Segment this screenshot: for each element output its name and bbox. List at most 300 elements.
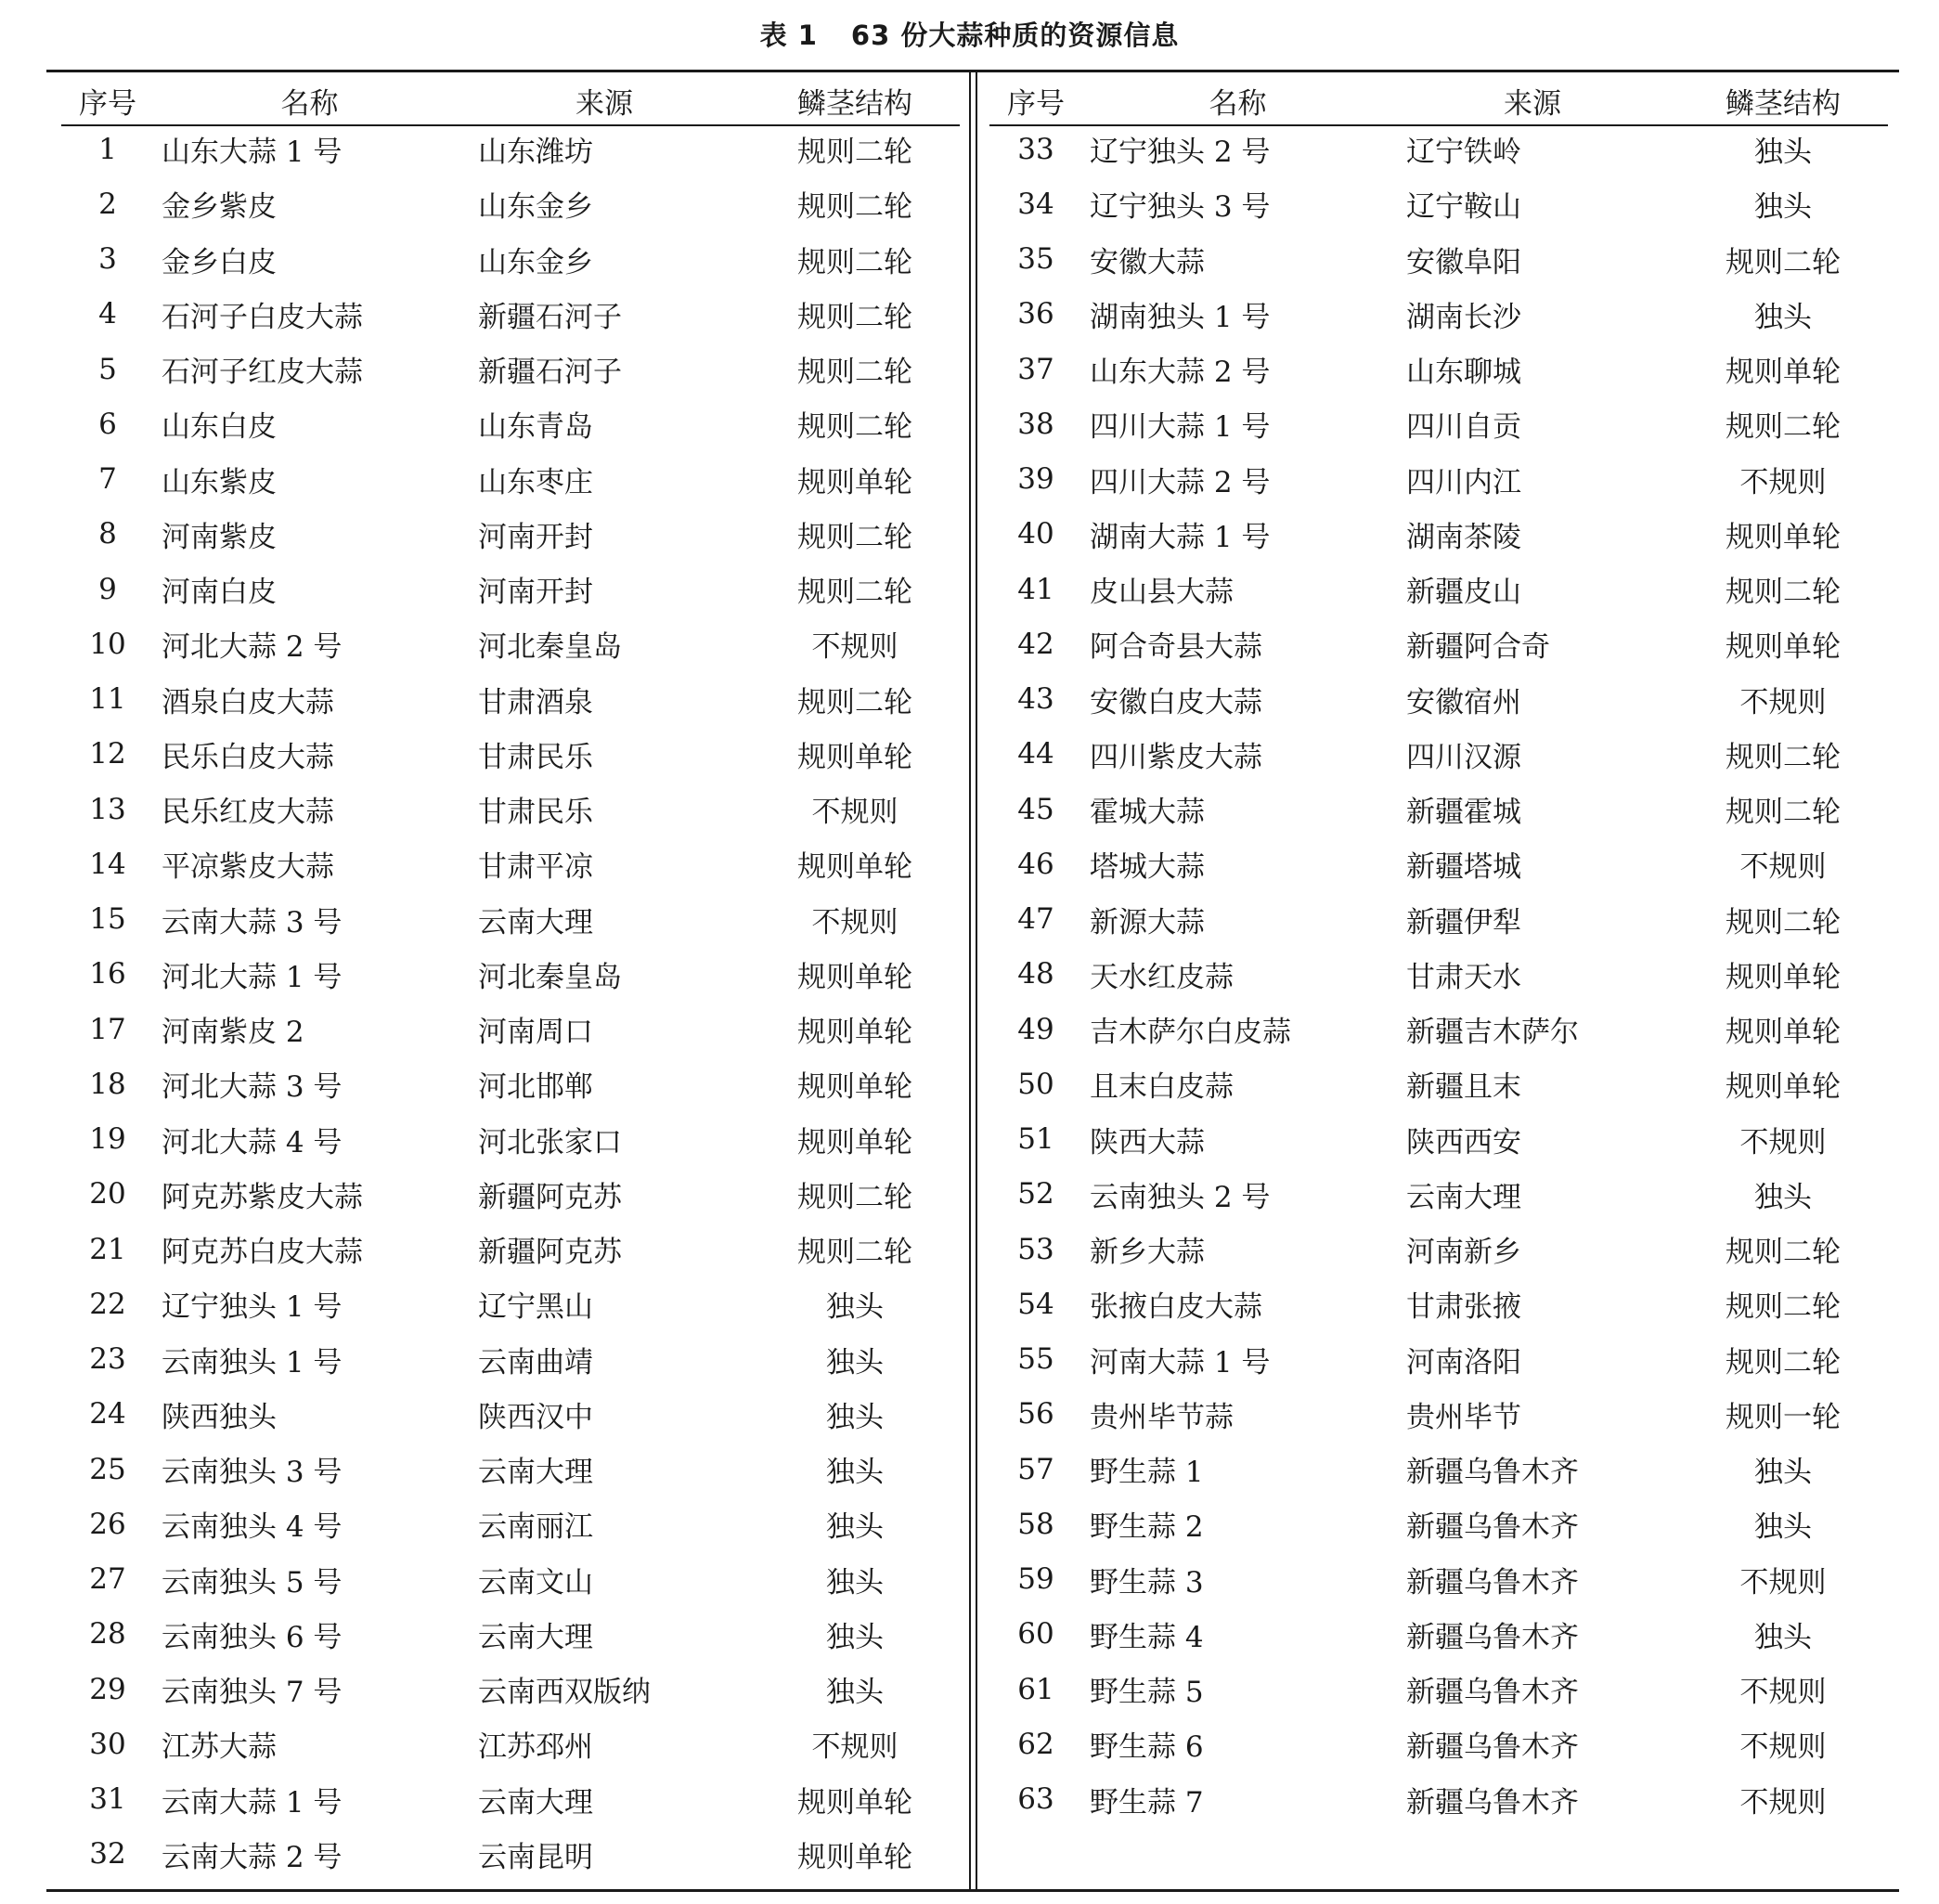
cell-index: 6 xyxy=(98,407,117,441)
table-row xyxy=(989,287,1894,342)
cell-index: 1 xyxy=(98,132,117,166)
cell-source: 云南丽江 xyxy=(478,1510,593,1545)
cell-bulb-structure: 规则单轮 xyxy=(797,1840,912,1874)
header-row xyxy=(989,80,1894,122)
cell-source: 云南昆明 xyxy=(478,1840,593,1874)
bottom-rule xyxy=(46,1889,1899,1892)
cell-name: 野生蒜 3 xyxy=(1090,1565,1204,1600)
cell-bulb-structure: 规则单轮 xyxy=(797,850,912,885)
cell-name: 陕西独头 xyxy=(162,1400,277,1434)
cell-bulb-structure: 独头 xyxy=(826,1565,884,1600)
cell-index: 29 xyxy=(89,1672,126,1706)
cell-index: 26 xyxy=(89,1507,126,1541)
cell-index: 20 xyxy=(89,1177,126,1211)
cell-name: 四川紫皮大蒜 xyxy=(1090,740,1262,774)
cell-bulb-structure: 规则二轮 xyxy=(797,1236,912,1270)
cell-bulb-structure: 规则二轮 xyxy=(797,136,912,170)
table-row xyxy=(989,1222,1894,1276)
header-source: 来源 xyxy=(1504,87,1561,121)
cell-bulb-structure: 规则二轮 xyxy=(797,520,912,554)
cell-name: 野生蒜 6 xyxy=(1090,1730,1204,1765)
table-left-half xyxy=(61,80,966,1882)
cell-bulb-structure: 独头 xyxy=(1754,300,1812,334)
cell-name: 吉木萨尔白皮蒜 xyxy=(1090,1016,1291,1050)
cell-name: 张掖白皮大蒜 xyxy=(1090,1290,1262,1325)
cell-source: 江苏邳州 xyxy=(478,1730,593,1765)
table-row xyxy=(61,892,966,947)
cell-name: 金乡紫皮 xyxy=(162,190,277,225)
cell-source: 云南大理 xyxy=(478,1620,593,1654)
cell-bulb-structure: 规则单轮 xyxy=(797,740,912,774)
data-table-right xyxy=(989,80,1894,1827)
cell-bulb-structure: 规则单轮 xyxy=(797,1125,912,1159)
cell-index: 22 xyxy=(89,1287,126,1321)
cell-source: 新疆且末 xyxy=(1406,1070,1521,1105)
cell-index: 34 xyxy=(1017,187,1054,221)
cell-index: 54 xyxy=(1017,1287,1054,1321)
cell-bulb-structure: 独头 xyxy=(826,1345,884,1379)
cell-index: 50 xyxy=(1017,1067,1054,1101)
cell-source: 新疆乌鲁木齐 xyxy=(1406,1730,1579,1765)
cell-source: 安徽阜阳 xyxy=(1406,245,1521,279)
header-bulb-structure: 鳞茎结构 xyxy=(1726,87,1841,121)
cell-index: 38 xyxy=(1017,407,1054,441)
cell-source: 山东潍坊 xyxy=(478,136,593,170)
table-row xyxy=(61,396,966,451)
cell-source: 河南开封 xyxy=(478,576,593,610)
cell-index: 2 xyxy=(98,187,117,221)
table-row xyxy=(989,1607,1894,1662)
cell-index: 63 xyxy=(1017,1782,1054,1817)
cell-name: 阿克苏白皮大蒜 xyxy=(162,1236,363,1270)
cell-bulb-structure: 规则单轮 xyxy=(797,1016,912,1050)
cell-source: 新疆阿克苏 xyxy=(478,1236,622,1270)
cell-index: 61 xyxy=(1017,1672,1054,1706)
cell-index: 30 xyxy=(89,1727,126,1761)
cell-bulb-structure: 独头 xyxy=(1754,1180,1812,1214)
table-row xyxy=(989,892,1894,947)
cell-name: 霍城大蒜 xyxy=(1090,796,1205,830)
table-row xyxy=(989,616,1894,671)
cell-bulb-structure: 不规则 xyxy=(1739,1565,1827,1600)
cell-name: 辽宁独头 2 号 xyxy=(1090,136,1271,170)
table-row xyxy=(989,947,1894,1002)
cell-name: 且末白皮蒜 xyxy=(1090,1070,1234,1105)
cell-name: 石河子红皮大蒜 xyxy=(162,356,363,390)
cell-source: 河北秦皇岛 xyxy=(478,630,622,665)
cell-bulb-structure: 独头 xyxy=(826,1400,884,1434)
cell-bulb-structure: 规则二轮 xyxy=(1726,576,1841,610)
cell-index: 15 xyxy=(89,902,126,937)
header-rule-left xyxy=(61,124,960,126)
cell-name: 野生蒜 4 xyxy=(1090,1620,1204,1654)
table-row xyxy=(61,1222,966,1276)
cell-source: 甘肃平凉 xyxy=(478,850,593,885)
cell-source: 云南大理 xyxy=(1406,1180,1521,1214)
cell-bulb-structure: 规则二轮 xyxy=(1726,796,1841,830)
cell-name: 辽宁独头 3 号 xyxy=(1090,190,1271,225)
cell-index: 49 xyxy=(1017,1012,1054,1046)
cell-source: 山东青岛 xyxy=(478,410,593,445)
table-row xyxy=(61,342,966,396)
cell-name: 湖南独头 1 号 xyxy=(1090,300,1271,334)
table-row xyxy=(61,562,966,616)
cell-index: 55 xyxy=(1017,1342,1054,1377)
cell-name: 云南独头 5 号 xyxy=(162,1565,343,1600)
table-row xyxy=(61,1112,966,1167)
cell-bulb-structure: 独头 xyxy=(1754,1456,1812,1490)
cell-source: 河南开封 xyxy=(478,520,593,554)
table-row xyxy=(61,287,966,342)
header-name: 名称 xyxy=(1209,87,1267,121)
table-row xyxy=(989,1167,1894,1222)
cell-index: 62 xyxy=(1017,1727,1054,1761)
table-row xyxy=(61,672,966,727)
table-row xyxy=(989,1112,1894,1167)
cell-index: 3 xyxy=(98,242,117,277)
cell-source: 新疆伊犁 xyxy=(1406,905,1521,939)
cell-source: 辽宁鞍山 xyxy=(1406,190,1521,225)
cell-name: 河北大蒜 2 号 xyxy=(162,630,343,665)
cell-bulb-structure: 独头 xyxy=(826,1676,884,1710)
cell-index: 16 xyxy=(89,957,126,991)
cell-name: 平凉紫皮大蒜 xyxy=(162,850,334,885)
table-row xyxy=(61,176,966,231)
table-row xyxy=(61,1772,966,1827)
cell-bulb-structure: 不规则 xyxy=(1739,1676,1827,1710)
table-right-half xyxy=(989,80,1894,1827)
cell-name: 云南独头 3 号 xyxy=(162,1456,343,1490)
cell-bulb-structure: 规则单轮 xyxy=(1726,356,1841,390)
cell-source: 河北秦皇岛 xyxy=(478,960,622,994)
table-row xyxy=(989,342,1894,396)
cell-index: 14 xyxy=(89,847,126,881)
cell-index: 58 xyxy=(1017,1507,1054,1541)
table-row xyxy=(989,1332,1894,1387)
cell-index: 42 xyxy=(1017,627,1054,661)
cell-bulb-structure: 规则单轮 xyxy=(797,1785,912,1820)
cell-index: 31 xyxy=(89,1782,126,1817)
table-row xyxy=(989,1772,1894,1827)
cell-source: 陕西西安 xyxy=(1406,1125,1521,1159)
cell-index: 41 xyxy=(1017,572,1054,606)
cell-index: 37 xyxy=(1017,352,1054,386)
cell-name: 新源大蒜 xyxy=(1090,905,1205,939)
cell-index: 39 xyxy=(1017,462,1054,497)
cell-name: 野生蒜 5 xyxy=(1090,1676,1204,1710)
cell-source: 新疆吉木萨尔 xyxy=(1406,1016,1579,1050)
table-row xyxy=(989,507,1894,562)
cell-source: 新疆石河子 xyxy=(478,356,622,390)
cell-bulb-structure: 规则单轮 xyxy=(1726,960,1841,994)
table-row xyxy=(61,1056,966,1111)
cell-bulb-structure: 不规则 xyxy=(1739,465,1827,499)
cell-bulb-structure: 规则单轮 xyxy=(1726,520,1841,554)
table-row xyxy=(61,1827,966,1882)
cell-bulb-structure: 规则二轮 xyxy=(1726,245,1841,279)
table-row xyxy=(989,1387,1894,1442)
header-index: 序号 xyxy=(79,87,136,121)
cell-name: 安徽大蒜 xyxy=(1090,245,1205,279)
cell-name: 金乡白皮 xyxy=(162,245,277,279)
cell-index: 28 xyxy=(89,1617,126,1651)
table-caption-number: 表 1 xyxy=(759,19,818,51)
cell-source: 新疆乌鲁木齐 xyxy=(1406,1620,1579,1654)
cell-bulb-structure: 规则二轮 xyxy=(1726,1290,1841,1325)
cell-source: 新疆乌鲁木齐 xyxy=(1406,1456,1579,1490)
cell-name: 野生蒜 7 xyxy=(1090,1785,1204,1820)
cell-index: 19 xyxy=(89,1122,126,1157)
cell-name: 湖南大蒜 1 号 xyxy=(1090,520,1271,554)
table-row xyxy=(61,836,966,891)
cell-bulb-structure: 独头 xyxy=(1754,190,1812,225)
header-bulb-structure: 鳞茎结构 xyxy=(797,87,912,121)
cell-index: 12 xyxy=(89,737,126,771)
cell-bulb-structure: 不规则 xyxy=(1739,850,1827,885)
cell-source: 甘肃张掖 xyxy=(1406,1290,1521,1325)
cell-name: 河南紫皮 2 xyxy=(162,1016,304,1050)
cell-index: 27 xyxy=(89,1562,126,1597)
cell-index: 35 xyxy=(1017,242,1054,277)
cell-name: 河南白皮 xyxy=(162,576,277,610)
table-row xyxy=(61,947,966,1002)
cell-source: 云南大理 xyxy=(478,1456,593,1490)
cell-index: 56 xyxy=(1017,1397,1054,1431)
cell-name: 贵州毕节蒜 xyxy=(1090,1400,1234,1434)
cell-name: 民乐白皮大蒜 xyxy=(162,740,334,774)
cell-bulb-structure: 独头 xyxy=(1754,136,1812,170)
table-caption xyxy=(0,13,1939,58)
cell-index: 8 xyxy=(98,517,117,551)
cell-name: 山东大蒜 2 号 xyxy=(1090,356,1271,390)
cell-index: 36 xyxy=(1017,297,1054,331)
cell-source: 四川汉源 xyxy=(1406,740,1521,774)
cell-index: 24 xyxy=(89,1397,126,1431)
cell-name: 河南紫皮 xyxy=(162,520,277,554)
table-row xyxy=(989,672,1894,727)
cell-source: 新疆乌鲁木齐 xyxy=(1406,1785,1579,1820)
cell-source: 新疆乌鲁木齐 xyxy=(1406,1565,1579,1600)
cell-name: 辽宁独头 1 号 xyxy=(162,1290,343,1325)
cell-name: 阿克苏紫皮大蒜 xyxy=(162,1180,363,1214)
cell-bulb-structure: 规则单轮 xyxy=(797,1070,912,1105)
table-row xyxy=(61,727,966,782)
cell-bulb-structure: 规则二轮 xyxy=(1726,1236,1841,1270)
cell-name: 云南独头 7 号 xyxy=(162,1676,343,1710)
cell-bulb-structure: 规则二轮 xyxy=(797,356,912,390)
table-row xyxy=(989,782,1894,836)
cell-source: 河北张家口 xyxy=(478,1125,622,1159)
cell-source: 新疆乌鲁木齐 xyxy=(1406,1510,1579,1545)
cell-bulb-structure: 独头 xyxy=(1754,1510,1812,1545)
cell-index: 43 xyxy=(1017,682,1054,717)
cell-index: 21 xyxy=(89,1232,126,1266)
data-table-left xyxy=(61,80,966,1882)
cell-name: 云南独头 6 号 xyxy=(162,1620,343,1654)
cell-source: 云南曲靖 xyxy=(478,1345,593,1379)
cell-bulb-structure: 规则二轮 xyxy=(797,190,912,225)
cell-bulb-structure: 规则单轮 xyxy=(1726,630,1841,665)
table-row xyxy=(989,836,1894,891)
table-row xyxy=(989,122,1894,176)
cell-source: 新疆石河子 xyxy=(478,300,622,334)
cell-bulb-structure: 不规则 xyxy=(811,905,898,939)
cell-bulb-structure: 规则单轮 xyxy=(797,960,912,994)
table-row xyxy=(61,452,966,507)
table-row xyxy=(61,232,966,287)
table-row xyxy=(989,1496,1894,1551)
cell-index: 5 xyxy=(98,352,117,386)
cell-source: 山东金乡 xyxy=(478,245,593,279)
cell-name: 云南大蒜 1 号 xyxy=(162,1785,343,1820)
cell-name: 塔城大蒜 xyxy=(1090,850,1205,885)
cell-index: 47 xyxy=(1017,902,1054,937)
cell-source: 新疆乌鲁木齐 xyxy=(1406,1676,1579,1710)
cell-name: 云南大蒜 2 号 xyxy=(162,1840,343,1874)
cell-index: 10 xyxy=(89,627,126,661)
cell-name: 河南大蒜 1 号 xyxy=(1090,1345,1271,1379)
cell-bulb-structure: 独头 xyxy=(826,1290,884,1325)
cell-bulb-structure: 不规则 xyxy=(1739,1785,1827,1820)
cell-source: 新疆霍城 xyxy=(1406,796,1521,830)
cell-bulb-structure: 规则单轮 xyxy=(1726,1070,1841,1105)
cell-source: 新疆阿合奇 xyxy=(1406,630,1550,665)
cell-source: 云南大理 xyxy=(478,905,593,939)
cell-source: 新疆皮山 xyxy=(1406,576,1521,610)
cell-source: 湖南长沙 xyxy=(1406,300,1521,334)
cell-source: 云南大理 xyxy=(478,1785,593,1820)
cell-bulb-structure: 不规则 xyxy=(811,796,898,830)
cell-bulb-structure: 独头 xyxy=(826,1620,884,1654)
cell-bulb-structure: 不规则 xyxy=(811,630,898,665)
cell-index: 59 xyxy=(1017,1562,1054,1597)
cell-bulb-structure: 规则单轮 xyxy=(1726,1016,1841,1050)
cell-bulb-structure: 规则二轮 xyxy=(797,1180,912,1214)
cell-source: 山东金乡 xyxy=(478,190,593,225)
cell-index: 45 xyxy=(1017,792,1054,826)
cell-index: 46 xyxy=(1017,847,1054,881)
table-row xyxy=(61,1607,966,1662)
cell-source: 甘肃天水 xyxy=(1406,960,1521,994)
cell-source: 安徽宿州 xyxy=(1406,685,1521,719)
table-row xyxy=(61,782,966,836)
table-row xyxy=(989,1662,1894,1716)
column-divider-right xyxy=(976,72,977,1889)
cell-source: 辽宁黑山 xyxy=(478,1290,593,1325)
cell-bulb-structure: 规则二轮 xyxy=(1726,905,1841,939)
table-row xyxy=(989,176,1894,231)
cell-index: 18 xyxy=(89,1067,126,1101)
cell-bulb-structure: 不规则 xyxy=(1739,1730,1827,1765)
cell-index: 25 xyxy=(89,1452,126,1486)
column-divider-left xyxy=(969,72,971,1889)
cell-source: 甘肃民乐 xyxy=(478,796,593,830)
table-row xyxy=(989,452,1894,507)
cell-index: 48 xyxy=(1017,957,1054,991)
table-row xyxy=(989,1276,1894,1331)
cell-name: 云南独头 4 号 xyxy=(162,1510,343,1545)
cell-source: 新疆阿克苏 xyxy=(478,1180,622,1214)
table-row xyxy=(989,562,1894,616)
table-row xyxy=(989,232,1894,287)
cell-index: 52 xyxy=(1017,1177,1054,1211)
table-row xyxy=(989,1716,1894,1771)
table-row xyxy=(61,616,966,671)
table-row xyxy=(61,1552,966,1607)
table-row xyxy=(61,507,966,562)
cell-name: 野生蒜 1 xyxy=(1090,1456,1204,1490)
table-row xyxy=(989,727,1894,782)
cell-index: 32 xyxy=(89,1837,126,1872)
cell-bulb-structure: 不规则 xyxy=(811,1730,898,1765)
cell-index: 9 xyxy=(98,572,117,606)
cell-source: 山东聊城 xyxy=(1406,356,1521,390)
cell-bulb-structure: 规则二轮 xyxy=(1726,410,1841,445)
cell-bulb-structure: 规则二轮 xyxy=(797,410,912,445)
cell-source: 四川自贡 xyxy=(1406,410,1521,445)
cell-source: 云南西双版纳 xyxy=(478,1676,651,1710)
table-row xyxy=(61,122,966,176)
cell-name: 云南大蒜 3 号 xyxy=(162,905,343,939)
cell-bulb-structure: 规则二轮 xyxy=(797,245,912,279)
cell-source: 河北邯郸 xyxy=(478,1070,593,1105)
cell-source: 甘肃酒泉 xyxy=(478,685,593,719)
table-row xyxy=(61,1442,966,1496)
cell-name: 安徽白皮大蒜 xyxy=(1090,685,1262,719)
header-row xyxy=(61,80,966,122)
cell-source: 贵州毕节 xyxy=(1406,1400,1521,1434)
table-caption-text: 63 份大蒜种质的资源信息 xyxy=(850,19,1180,51)
cell-name: 四川大蒜 1 号 xyxy=(1090,410,1271,445)
cell-name: 酒泉白皮大蒜 xyxy=(162,685,334,719)
header-rule-right xyxy=(989,124,1888,126)
cell-index: 17 xyxy=(89,1012,126,1046)
cell-source: 陕西汉中 xyxy=(478,1400,593,1434)
table-row xyxy=(61,1496,966,1551)
cell-bulb-structure: 规则二轮 xyxy=(797,576,912,610)
cell-name: 河北大蒜 3 号 xyxy=(162,1070,343,1105)
cell-index: 4 xyxy=(98,297,117,331)
cell-bulb-structure: 规则二轮 xyxy=(1726,1345,1841,1379)
cell-name: 山东紫皮 xyxy=(162,465,277,499)
cell-source: 辽宁铁岭 xyxy=(1406,136,1521,170)
cell-index: 51 xyxy=(1017,1122,1054,1157)
header-name: 名称 xyxy=(280,87,339,121)
cell-index: 57 xyxy=(1017,1452,1054,1486)
cell-name: 石河子白皮大蒜 xyxy=(162,300,363,334)
header-index: 序号 xyxy=(1007,87,1065,121)
cell-name: 阿合奇县大蒜 xyxy=(1090,630,1262,665)
table-row xyxy=(989,1002,1894,1056)
cell-name: 陕西大蒜 xyxy=(1090,1125,1205,1159)
cell-source: 河南新乡 xyxy=(1406,1236,1521,1270)
cell-name: 山东大蒜 1 号 xyxy=(162,136,343,170)
cell-name: 山东白皮 xyxy=(162,410,277,445)
cell-index: 23 xyxy=(89,1342,126,1377)
cell-bulb-structure: 独头 xyxy=(826,1510,884,1545)
cell-name: 民乐红皮大蒜 xyxy=(162,796,334,830)
cell-source: 甘肃民乐 xyxy=(478,740,593,774)
cell-name: 河北大蒜 1 号 xyxy=(162,960,343,994)
table-row xyxy=(61,1332,966,1387)
cell-bulb-structure: 独头 xyxy=(826,1456,884,1490)
table-row xyxy=(989,1552,1894,1607)
table-row xyxy=(989,1056,1894,1111)
cell-bulb-structure: 规则二轮 xyxy=(797,300,912,334)
table-row xyxy=(61,1167,966,1222)
cell-bulb-structure: 独头 xyxy=(1754,1620,1812,1654)
table-row xyxy=(61,1387,966,1442)
